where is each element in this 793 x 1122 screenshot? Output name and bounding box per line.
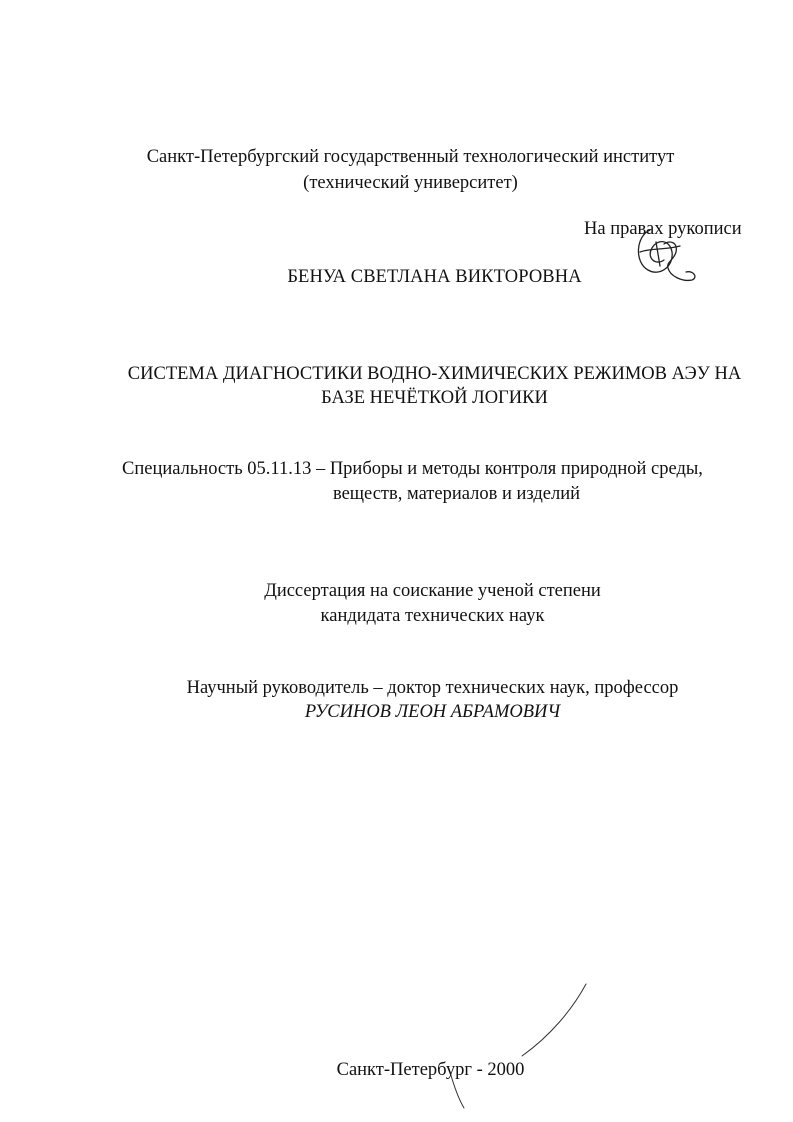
institute-subtitle: (технический университет) xyxy=(303,173,518,193)
thesis-title-line-1: СИСТЕМА ДИАГНОСТИКИ ВОДНО-ХИМИЧЕСКИХ РЕЖИМОВ АЭУ НА xyxy=(127,364,742,384)
city-year: Санкт-Петербург - 2000 xyxy=(336,1060,525,1080)
dissertation-type-line-2: кандидата технических наук xyxy=(320,606,545,626)
rights-note: На правах рукописи xyxy=(584,219,742,239)
institute-name: Санкт-Петербургский государственный технологический институт xyxy=(146,147,675,167)
dissertation-type-line-1: Диссертация на соискание ученой степени xyxy=(264,581,601,601)
pen-stroke-mark xyxy=(440,980,600,1112)
specialty-line-1: Специальность 05.11.13 – Приборы и методы контроля природной среды, xyxy=(122,459,703,479)
supervisor-title: Научный руководитель – доктор технических наук, профессор xyxy=(186,678,679,698)
thesis-title-line-2: БАЗЕ НЕЧЁТКОЙ ЛОГИКИ xyxy=(321,388,548,408)
specialty-line-2: веществ, материалов и изделий xyxy=(332,484,581,504)
supervisor-name: РУСИНОВ ЛЕОН АБРАМОВИЧ xyxy=(304,702,561,722)
author-name: БЕНУА СВЕТЛАНА ВИКТОРОВНА xyxy=(287,267,582,287)
